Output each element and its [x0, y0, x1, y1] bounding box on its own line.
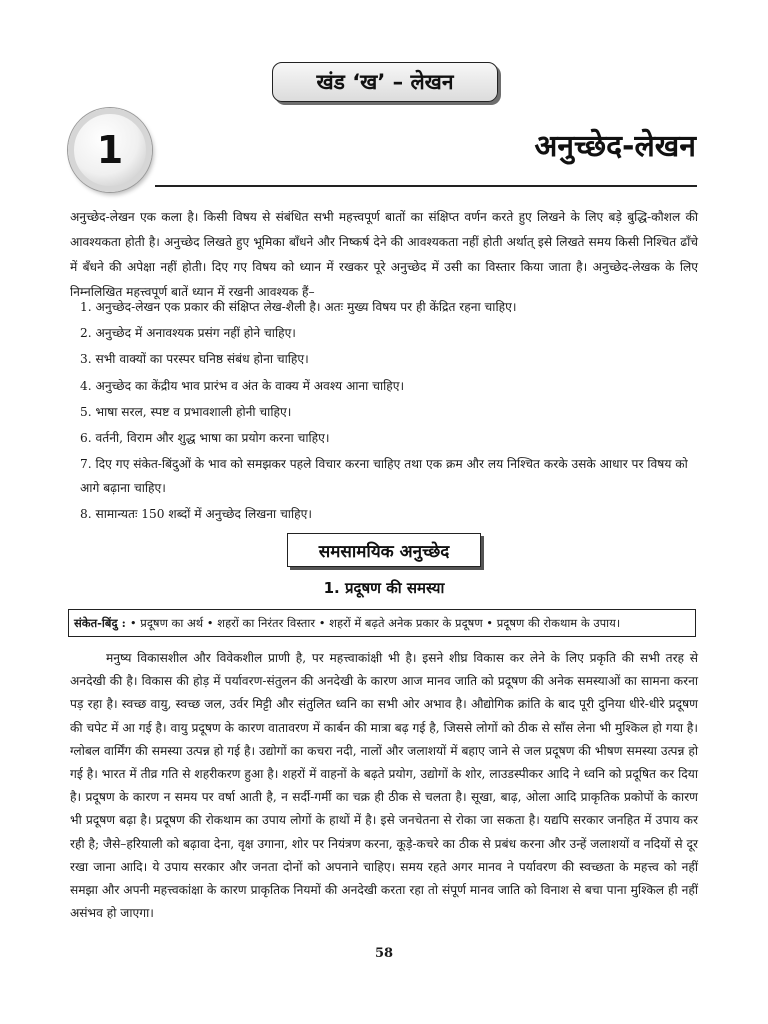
chapter-title: अनुच्छेद-लेखन — [534, 129, 696, 164]
section-box-title: समसामयिक अनुच्छेद — [287, 533, 481, 567]
hints-label: संकेत-बिंदु : — [74, 615, 126, 630]
hints-text: • प्रदूषण का अर्थ • शहरों का निरंतर विस्तार • शहरों में बढ़ते अनेक प्रकार के प्रदूषण • प्रदूषण की रोकथाम के उपाय। — [129, 615, 621, 630]
guideline-item: 3. सभी वाक्यों का परस्पर घनिष्ठ संबंध होना चाहिए। — [80, 352, 309, 367]
chapter-number-badge: 1 — [68, 108, 152, 192]
guideline-item: 5. भाषा सरल, स्पष्ट व प्रभावशाली होनी चाहिए। — [80, 404, 292, 419]
title-divider — [155, 185, 697, 187]
guideline-item: 2. अनुच्छेद में अनावश्यक प्रसंग नहीं होने चाहिए। — [80, 326, 296, 341]
guidelines-list — [80, 296, 700, 529]
guideline-item: 4. अनुच्छेद का केंद्रीय भाव प्रारंभ व अंत के वाक्य में अवश्य आना चाहिए। — [80, 378, 405, 393]
guideline-item: 6. वर्तनी, विराम और शुद्ध भाषा का प्रयोग करना चाहिए। — [80, 430, 330, 445]
guideline-item: 1. अनुच्छेद-लेखन एक प्रकार की संक्षिप्त लेख-शैली है। अतः मुख्य विषय पर ही केंद्रित रहना चाहिए। — [80, 300, 517, 314]
hints-box — [68, 609, 696, 637]
guideline-item: 7. दिए गए संकेत-बिंदुओं के भाव को समझकर पहले विचार करना चाहिए तथा एक क्रम और लय निश्चित करके उसके आधार पर विषय को आगे बढ़ाना चाहिए। — [80, 457, 688, 495]
topic-title: 1. प्रदूषण की समस्या — [323, 579, 445, 597]
guideline-item: 8. सामान्यतः 150 शब्दों में अनुच्छेद लिखना चाहिए। — [80, 506, 312, 521]
intro-paragraph: अनुच्छेद-लेखन एक कला है। किसी विषय से संबंधित सभी महत्त्वपूर्ण बातों का संक्षिप्त वर्णन करते हुए लिखने के लिए बड़े बुद्धि-कौशल की आवश्यकता होती है। अनुच्छेद लिखते हुए भूमिका बाँधने और निष्कर्ष देने की आवश्यकता नहीं होती अर्थात् इसे लिखते समय किसी निश्चित ढाँचे में बँधने की अपेक्षा नहीं होती। दिए गए विषय को ध्यान में रखकर पूरे अनुच्छेद में उसी का विस्तार किया जाता है। अनुच्छेद-लेखक के लिए निम्नलिखित महत्त्वपूर्ण बातें ध्यान में रखनी आवश्यक हैं– — [70, 210, 698, 299]
page-number: 58 — [374, 946, 394, 961]
section-heading-badge: खंड ‘ख’ – लेखन — [272, 62, 498, 102]
essay-paragraph: मनुष्य विकासशील और विवेकशील प्राणी है, पर महत्त्वाकांक्षी भी है। इसने शीघ्र विकास कर लेने के लिए प्रकृति की सभी तरह से अनदेखी की है। विकास की होड़ में पर्यावरण-संतुलन की अनदेखी के कारण आज मानव जाति को प्रदूषण की अनेक समस्याओं का सामना करना पड़ रहा है। स्वच्छ वायु, स्वच्छ जल, उर्वर मिट्टी और संतुलित ध्वनि का सभी ओर अभाव है। औद्योगिक क्रांति के बाद पूरी दुनिया धीरे-धीरे प्रदूषण की चपेट में आ गई है। वायु प्रदूषण के कारण वातावरण में कार्बन की मात्रा बढ़ गई है, जिससे लोगों को ठीक से साँस लेना भी मुश्किल हो गया है। ग्लोबल वार्मिंग की समस्या उत्पन्न हो गई है। उद्योगों का कचरा नदी, नालों और जलाशयों में बहाए जाने से जल प्रदूषण की भीषण समस्या उत्पन्न हो गई है। भारत में तीव्र गति से शहरीकरण हुआ है। शहरों में वाहनों के बढ़ते प्रयोग, उद्योगों के शोर, लाउडस्पीकर आदि ने ध्वनि को प्रदूषित कर दिया है। प्रदूषण के कारण न समय पर वर्षा आती है, न सर्दी-गर्मी का चक्र ही ठीक से चलता है। सूखा, बाढ़, ओला आदि प्राकृतिक प्रकोपों के कारण भी प्रदूषण बढ़ा है। प्रदूषण की रोकथाम का उपाय लोगों के हाथों में है। इसे जनचेतना से रोका जा सकता है। यद्यपि सरकार जनहित में उपाय कर रही है; जैसे–हरियाली को बढ़ावा देना, वृक्ष उगाना, शोर पर नियंत्रण करना, कूड़े-कचरे का ठीक से प्रबंध करना और उन्हें जलाशयों व नदियों से दूर रखा जाना आदि। ये उपाय सरकार और जनता दोनों को अपनाने चाहिए। समय रहते अगर मानव ने पर्यावरण की स्वच्छता के महत्त्व को नहीं समझा और अपनी महत्त्वकांक्षा के कारण प्राकृतिक नियमों की अनदेखी करता रहा तो संपूर्ण मानव जाति को विनाश से बचा पाना मुश्किल ही नहीं असंभव हो जाएगा। — [70, 651, 698, 921]
